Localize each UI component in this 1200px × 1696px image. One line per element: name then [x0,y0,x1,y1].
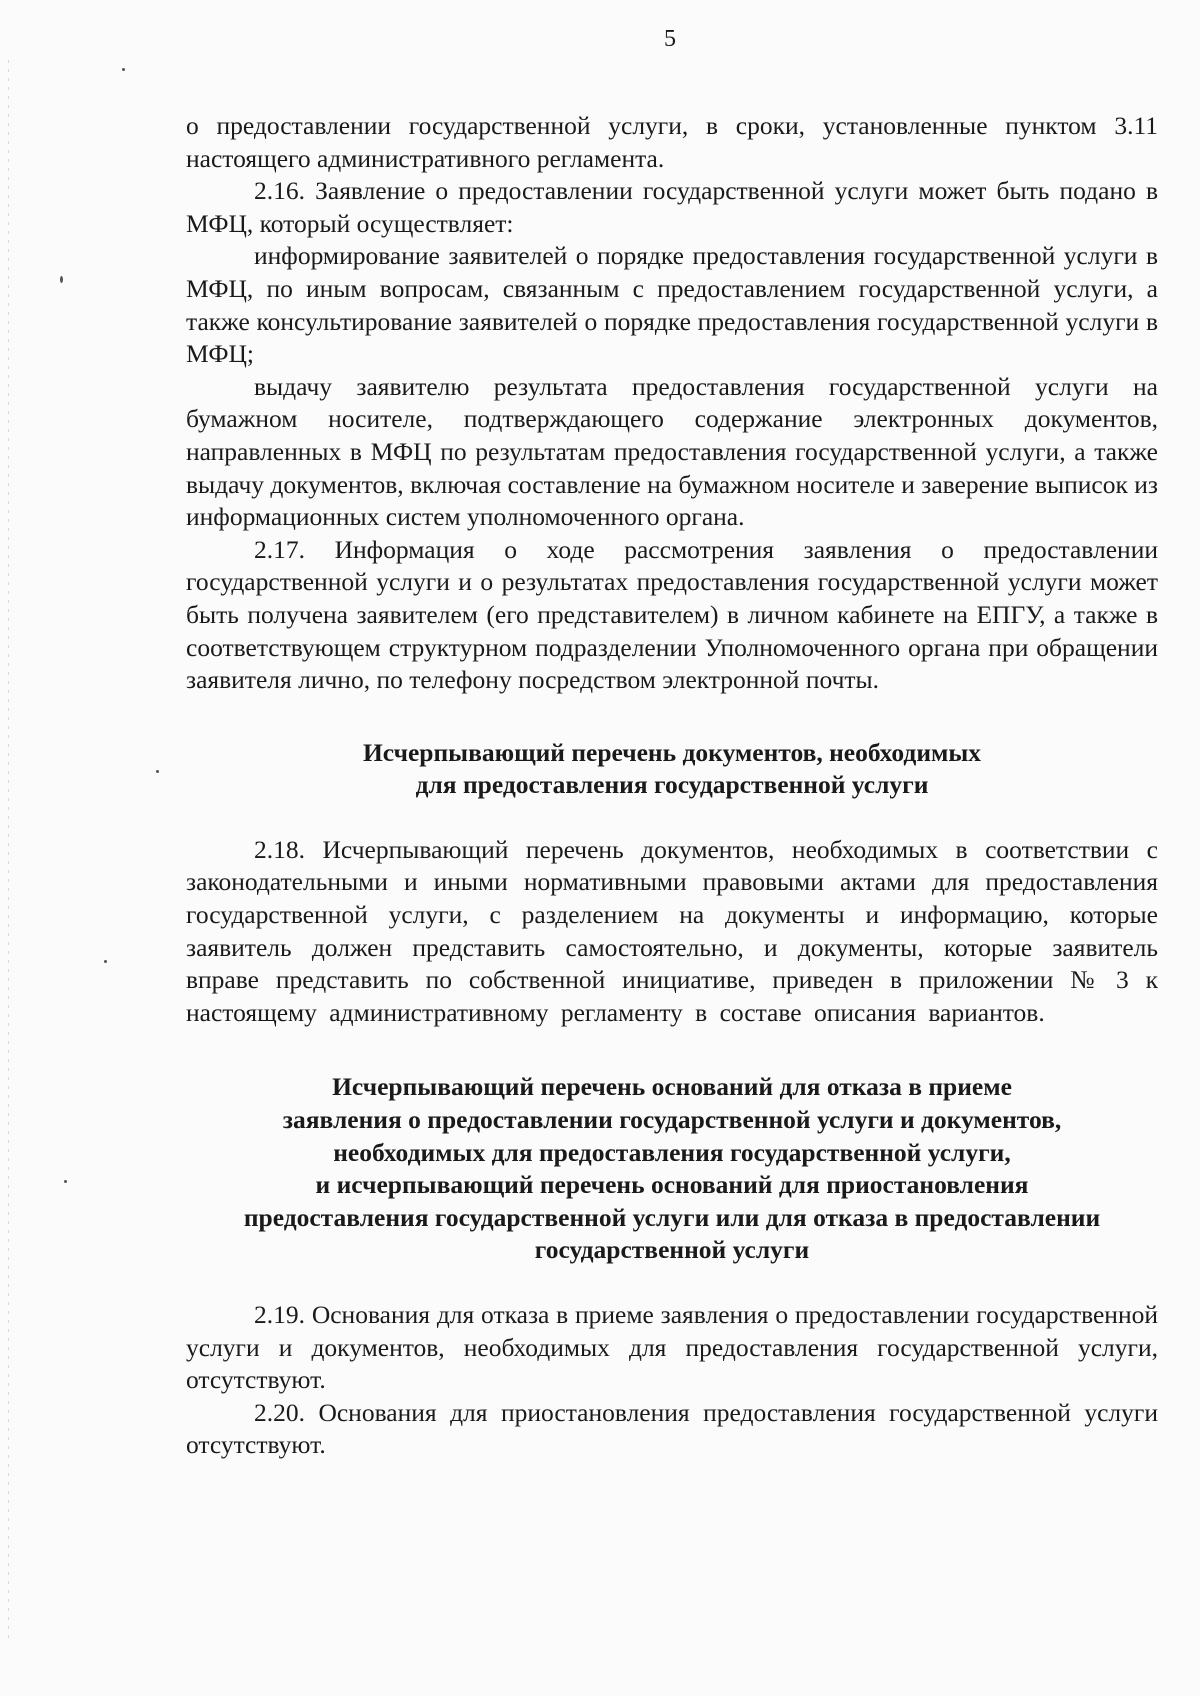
scan-speck [64,1180,67,1183]
paragraph-2-17: 2.17. Информация о ходе рассмотрения заявления о предоставлении государственной услуги и о результатах предоставления государственной услуги может быть получена заявителем (его представителем) в личном кабинете на ЕПГУ, а также в соответствующем структурном подразделении Уполномоченного органа при обращении заявителя лично, по телефону посредством электронной почты. [186,534,1158,695]
scan-speck [104,960,107,963]
paragraph-2-20: 2.20. Основания для приостановления предоставления государственной услуги отсутствуют. [186,1397,1158,1460]
heading-line: заявления о предоставлении государственной услуги и документов, [282,1105,1062,1135]
paragraph-2-19: 2.19. Основания для отказа в приеме заявления о предоставлении государственной услуги и документов, необходимых для предоставления государственной услуги, отсутствуют. [186,1300,1158,1395]
paragraph-2-18: 2.18. Исчерпывающий перечень документов, необходимых в соответствии с законодательными и иными нормативными правовыми актами для предоставления государственной услуги, с разделением на документы и информацию, которые заявитель должен представить самостоятельно, и документы, которые заявитель вправе представить по собственной инициативе, приведен в приложении № 3 к настоящему административному регламенту в составе описания вариантов. [186,834,1158,1027]
section-heading-refusal-grounds [186,1071,1158,1267]
heading-line: необходимых для предоставления государственной услуги, [333,1137,1011,1167]
section-heading-documents [186,737,1158,802]
paragraph-continuation: о предоставлении государственной услуги, в сроки, установленные пунктом 3.11 настоящего административного регламента. [186,111,1158,173]
paragraph-mfc-issuing: выдачу заявителю результата предоставления государственной услуги на бумажном носителе, подтверждающего содержание электронных документов, направленных в МФЦ по результатам предоставления государственной услуги, а также выдачу документов, включая составление на бумажном носителе и заверение выписок из информационных систем уполномоченного органа. [186,371,1158,532]
scan-speck [156,770,159,773]
heading-line: Исчерпывающий перечень оснований для отказа в приеме [332,1072,1012,1102]
page-number: 5 [664,26,676,52]
paragraph-mfc-informing: информирование заявителей о порядке предоставления государственной услуги в МФЦ, по иным вопросам, связанным с предоставлением государственной услуги, а также консультирование заявителей о порядке предоставления государственной услуги в МФЦ; [186,241,1158,369]
document-body [186,110,1158,1462]
heading-line: и исчерпывающий перечень оснований для приостановления [315,1170,1029,1200]
heading-line: предоставления государственной услуги или для отказа в предоставлении [243,1202,1101,1232]
heading-line: для предоставления государственной услуги [415,770,929,800]
scan-edge-artifact [8,60,9,1640]
scan-speck [122,68,125,71]
scan-speck [60,276,63,283]
heading-line: государственной услуги [534,1235,810,1265]
heading-line: Исчерпывающий перечень документов, необходимых [362,737,982,767]
paragraph-2-16: 2.16. Заявление о предоставлении государственной услуги может быть подано в МФЦ, который осуществляет: [186,176,1158,238]
